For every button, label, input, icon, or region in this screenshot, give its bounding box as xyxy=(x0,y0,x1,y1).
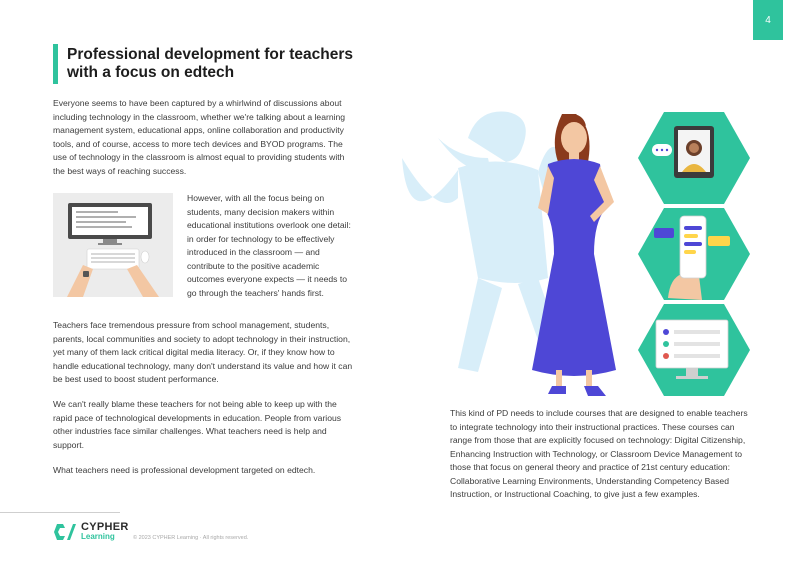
logo-sub: Learning xyxy=(81,532,115,541)
laptop-typing-illustration xyxy=(53,193,173,297)
cypher-logo-icon xyxy=(53,523,77,541)
pd-paragraph: This kind of PD needs to include courses that are designed to enable teachers to integrate technology into their instructional practices. These courses can range from those that are explicitly focused on technology: Digital Citizenship, Enhancing Instruction with Technology, or Classroom Device Management to those that focus on general theory and practice of 21st century education: Collaborative Learning Environments, Understanding Competency Based Instruction, or Instructional Coaching, to give just a few examples. xyxy=(450,408,748,499)
logo-name: CYPHER xyxy=(81,521,129,533)
cypher-logo xyxy=(53,522,129,542)
title-accent-bar xyxy=(53,44,58,84)
pressure-paragraph: Teachers face tremendous pressure from school management, students, parents, local communities and society to adopt technology in their instruction, yet many of them lack critical digital media literacy. Or, if they know how to handle educational technology, many don't understand its value and how it can be best used to boost student performance. xyxy=(53,320,353,384)
copyright-text: © 2023 CYPHER Learning · All rights reserved. xyxy=(133,535,249,541)
need-paragraph: What teachers need is professional development targeted on edtech. xyxy=(53,465,316,475)
intro-paragraph: Everyone seems to have been captured by a whirlwind of discussions about including technology in the classroom, whether we're talking about a learning management system, educational apps, online collaboration and productivity tools, and of course, access to more tech devices and BYOD programs. The use of technology in the classroom is almost equal to providing students with the best ways of reaching success. xyxy=(53,98,346,176)
footer-divider xyxy=(0,512,120,513)
however-paragraph: However, with all the focus being on students, many decision makers within educational institutions overlook one detail: in order for technology to be effectively introduced in the classroom — and contribute to the positive academic outcomes everyone expects — it needs to go through the teachers' hands first. xyxy=(187,193,351,298)
page-title: Professional development for teachers with a focus on edtech xyxy=(67,46,353,81)
page-number: 4 xyxy=(753,0,783,40)
blame-paragraph: We can't really blame these teachers for not being able to keep up with the rapid pace of technological developments in education. People from various other industries face similar challenges. What teachers need is help and support. xyxy=(53,399,342,450)
teacher-illustration xyxy=(398,98,750,398)
